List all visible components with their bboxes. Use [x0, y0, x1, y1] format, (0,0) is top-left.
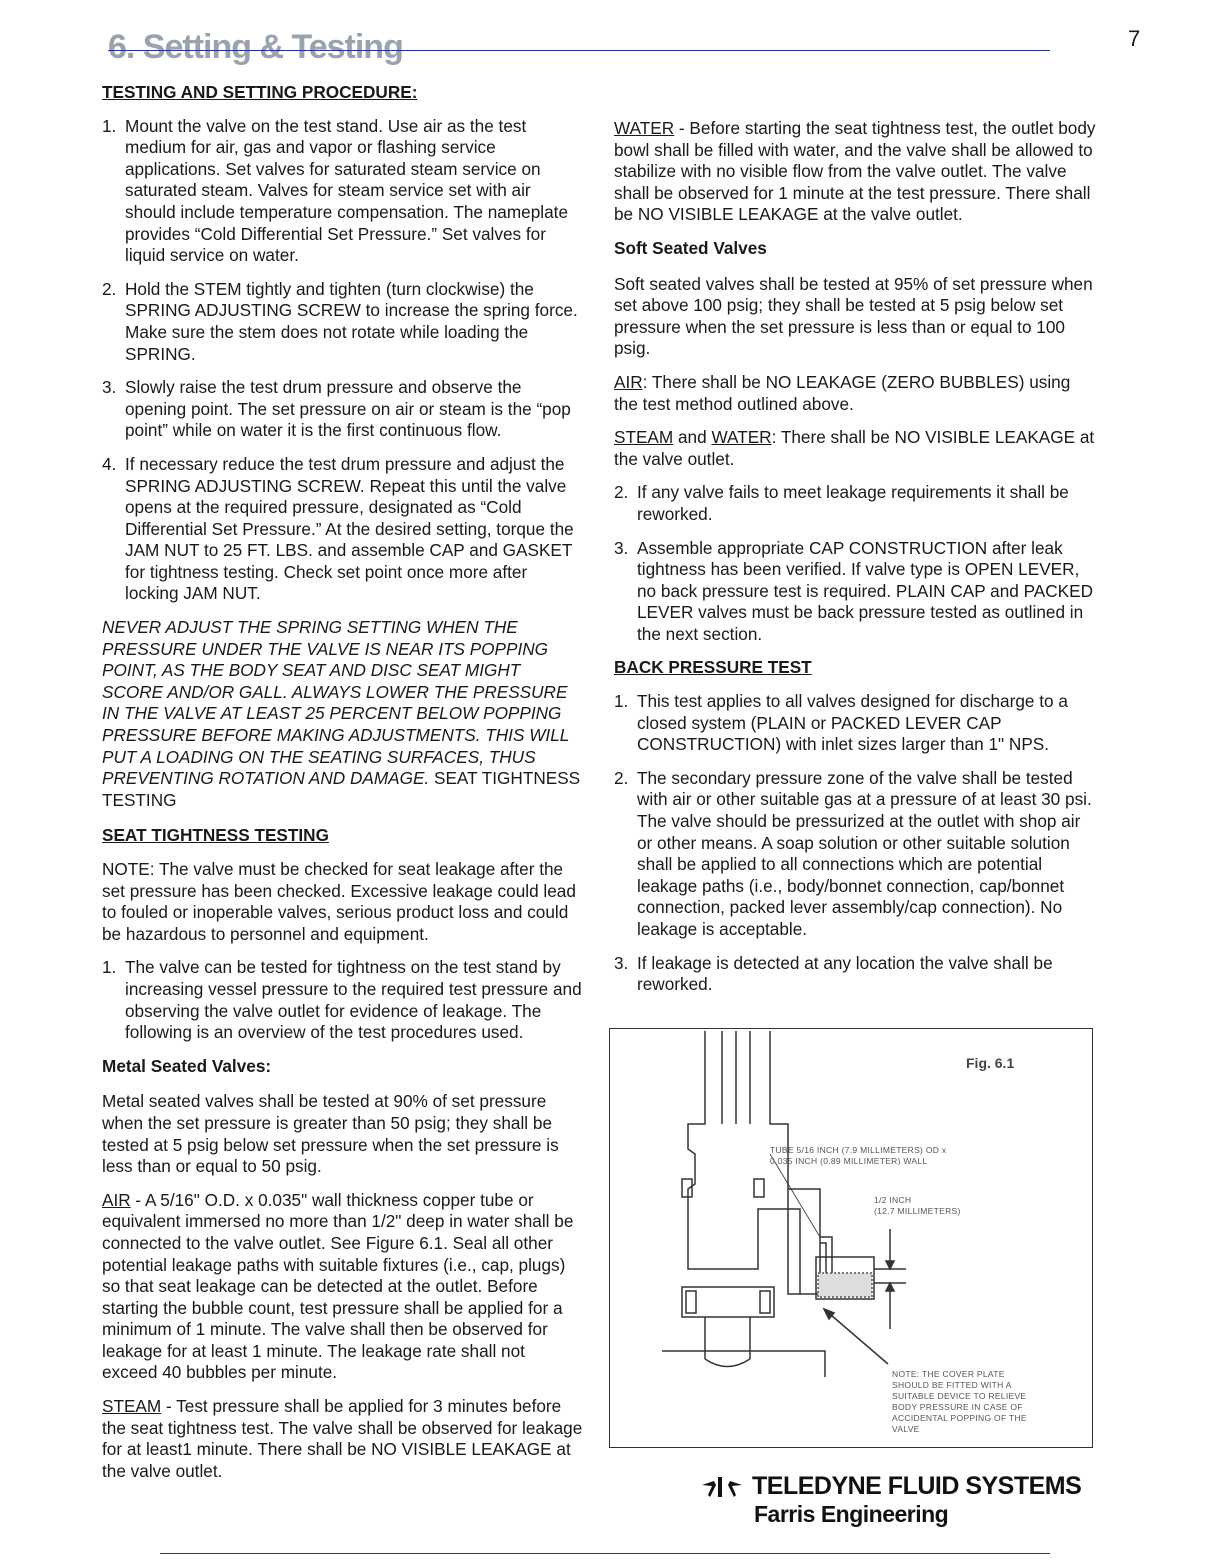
step-text: Hold the STEM tightly and tighten (turn clockwise) the SPRING ADJUSTING SCREW to increase the spring force. Make sure the stem does not rotate while loading the SPRING. — [125, 278, 578, 364]
half-inch-annotation — [874, 1195, 961, 1217]
air-label: AIR — [614, 371, 643, 392]
right-column — [614, 118, 1098, 1008]
steam-label: STEAM — [102, 1396, 162, 1417]
note-line: VALVE — [892, 1424, 920, 1434]
air-paragraph — [102, 1190, 584, 1384]
air-paragraph — [614, 372, 1098, 415]
step-number: 3. — [614, 952, 629, 973]
step-text: This test applies to all valves designed for discharge to a closed system (PLAIN or PACKED LEVER CAP CONSTRUCTION) with inlet sizes larger than 1" NPS. — [637, 691, 1068, 755]
cover-plate-note — [892, 1369, 1027, 1435]
company-logo — [700, 1472, 1090, 1528]
soft-seated-text: Soft seated valves shall be tested at 95% of set pressure when set above 100 psig; they shall be tested at 5 psig below set pressure when the set pressure is less than or equal to 100 psig. — [614, 273, 1093, 359]
water-label: WATER — [614, 118, 675, 138]
soft-seated-heading: Soft Seated Valves — [614, 237, 767, 258]
step-text: The secondary pressure zone of the valve shall be tested with air or other suitable gas at a pressure of at least 30 psi. The valve should be pressurized at the outlet with shop air or other means. A soap solution or other suitable solution shall be applied to all connections which are potential leakage paths (i.e., body/bonnet connection, cap/bonnet connection, packed lever assembly/cap connection). No leakage is acceptable. — [637, 767, 1092, 939]
step-number: 3. — [102, 377, 117, 398]
list-item — [614, 691, 1098, 756]
note-paragraph: NOTE: The valve must be checked for seat leakage after the set pressure has been checked. Excessive leakage could lead to fouled or inoperable valves, serious product loss and could be hazardous to personnel and equipment. — [102, 859, 576, 944]
metal-seated-heading: Metal Seated Valves: — [102, 1055, 272, 1076]
step-number: 2. — [102, 278, 117, 299]
tube-annotation-line: 0.035 INCH (0.89 MILLIMETER) WALL — [770, 1156, 928, 1166]
air-text: : There shall be NO LEAKAGE (ZERO BUBBLES) using the test method outlined above. — [614, 371, 1071, 414]
air-label: AIR — [102, 1189, 131, 1210]
warning-text: NEVER ADJUST THE SPRING SETTING WHEN THE PRESSURE UNDER THE VALVE IS NEAR ITS POPPING POINT, AS THE BODY SEAT AND DISC SEAT MIGHT SCORE AND/OR GALL. ALWAYS LOWER THE PRESSURE IN THE VALVE AT LEAST 25 PERCENT BELOW POPPING PRESSURE BEFORE MAKING ADJUSTMENTS. THIS WILL PUT A LOADING ON THE SEATING SURFACES, THUS PREVENTING ROTATION AND DAMAGE. — [102, 617, 569, 789]
step-text: Assemble appropriate CAP CONSTRUCTION after leak tightness has been verified. If valve type is OPEN LEVER, no back pressure test is required. PLAIN CAP and PACKED LEVER valves must be back pressure tested as outlined in the next section. — [637, 537, 1094, 644]
outlet-body — [788, 1209, 800, 1294]
and-text: and — [673, 427, 712, 448]
half-inch-line: (12.7 MILLIMETERS) — [874, 1206, 961, 1216]
step-number: 1. — [102, 957, 117, 978]
step-text: The valve can be tested for tightness on the test stand by increasing vessel pressure to the required test pressure and observing the valve outlet for evidence of leakage. The following is an overview of the test procedures used. — [125, 957, 582, 1043]
step-text: If leakage is detected at any location the valve shall be reworked. — [637, 952, 1053, 995]
step-text: If any valve fails to meet leakage requirements it shall be reworked. — [637, 482, 1069, 524]
note-line: BODY PRESSURE IN CASE OF — [892, 1402, 1023, 1412]
step-number: 3. — [614, 537, 629, 558]
figure-label: Fig. 6.1 — [966, 1055, 1015, 1071]
list-item — [614, 482, 1098, 525]
note-line: ACCIDENTAL POPPING OF THE — [892, 1413, 1027, 1423]
bottom-rule — [160, 1553, 1050, 1554]
warning-tail: SEAT TIGHTNESS TESTING — [102, 768, 581, 810]
procedure-step — [102, 279, 584, 365]
title-rule — [108, 50, 1050, 51]
page-number: 7 — [1128, 26, 1141, 51]
division-name: Farris Engineering — [754, 1501, 949, 1527]
step-number: 2. — [614, 767, 629, 788]
company-name: TELEDYNE FLUID SYSTEMS — [752, 1472, 1082, 1500]
half-inch-line: 1/2 INCH — [874, 1195, 912, 1205]
air-text: - A 5/16" O.D. x 0.035" wall thickness copper tube or equivalent immersed no more than 1/2" deep in water shall be connected to the valve outlet. See Figure 6.1. Seal all other potential leakage paths with suitable fixtures (i.e., cap, plugs) so that seat leakage can be detected at the outlet. Before starting the bubble count, test pressure shall be applied for a minimum of 1 minute. The valve shall then be observed for leakage for at least 1 minute. The leakage rate shall not exceed 40 bubbles per minute. — [102, 1189, 574, 1383]
seat-tightness-heading: SEAT TIGHTNESS TESTING — [102, 825, 329, 846]
step-text: Mount the valve on the test stand. Use air as the test medium for air, gas and vapor or flashing service applications. Set valves for saturated steam service on saturated steam. Valves for steam service set with air should include temperature compensation. The nameplate provides “Cold Differential Set Pressure.” Set valves for liquid service on water. — [125, 115, 569, 266]
list-item — [614, 768, 1098, 941]
step-number: 2. — [614, 482, 629, 503]
left-column — [102, 82, 584, 1494]
procedure-step — [102, 454, 584, 605]
steam-paragraph — [102, 1396, 584, 1482]
steam-text: - Test pressure shall be applied for 3 minutes before the seat tightness test. The valve shall be observed for leakage for at least1 minute. There shall be NO VISIBLE LEAKAGE at the valve outlet. — [102, 1396, 583, 1481]
teledyne-logo-icon — [700, 1475, 744, 1499]
water-text: - Before starting the seat tightness test, the outlet body bowl shall be filled with water, and the valve shall be allowed to stabilize with no visible flow from the valve outlet. The valve shall be observed for 1 minute at the test pressure. There shall be NO VISIBLE LEAKAGE at the valve outlet. — [614, 118, 1096, 225]
section-title: 6. Setting & Testing — [108, 28, 403, 66]
back-pressure-heading: BACK PRESSURE TEST — [614, 657, 812, 678]
list-item — [614, 538, 1098, 646]
step-number: 1. — [614, 691, 629, 712]
metal-seated-text: Metal seated valves shall be tested at 90% of set pressure when the set pressure is greater than 50 psig; they shall be tested at 5 psig below set pressure when the set pressure is less than or equal to 50 psig. — [102, 1091, 559, 1177]
note-line: SUITABLE DEVICE TO RELIEVE — [892, 1391, 1027, 1401]
step-text: If necessary reduce the test drum pressure and adjust the SPRING ADJUSTING SCREW. Repeat this until the valve opens at the required pressure, designated as “Cold Differential Set Pressure.” At the desired setting, torque the JAM NUT to 25 FT. LBS. and assemble CAP and GASKET for tightness testing. Check set point once more after locking JAM NUT. — [125, 453, 574, 604]
seat-step — [102, 957, 584, 1043]
procedure-step — [102, 116, 584, 267]
step-text: Slowly raise the test drum pressure and observe the opening point. The set pressure on air or steam is the “pop point” while on water it is the first continuous flow. — [125, 377, 571, 441]
list-item — [614, 953, 1098, 996]
tube-annotation — [770, 1145, 946, 1167]
procedure-heading: TESTING AND SETTING PROCEDURE: — [102, 82, 418, 102]
water-paragraph — [614, 118, 1098, 226]
figure-6-1 — [609, 1028, 1093, 1448]
steam-water-paragraph — [614, 427, 1098, 470]
note-line: SHOULD BE FITTED WITH A — [892, 1380, 1012, 1390]
warning-paragraph — [102, 617, 584, 811]
steam-water-text: : There shall be NO VISIBLE LEAKAGE at the valve outlet. — [614, 427, 1095, 469]
step-number: 4. — [102, 453, 117, 474]
procedure-step — [102, 377, 584, 442]
water-label: WATER — [711, 427, 772, 448]
steam-label: STEAM — [614, 427, 674, 448]
note-line: NOTE: THE COVER PLATE — [892, 1369, 1005, 1379]
tube-annotation-line: TUBE 5/16 INCH (7.9 MILLIMETERS) OD x — [770, 1145, 947, 1155]
step-number: 1. — [102, 115, 117, 136]
